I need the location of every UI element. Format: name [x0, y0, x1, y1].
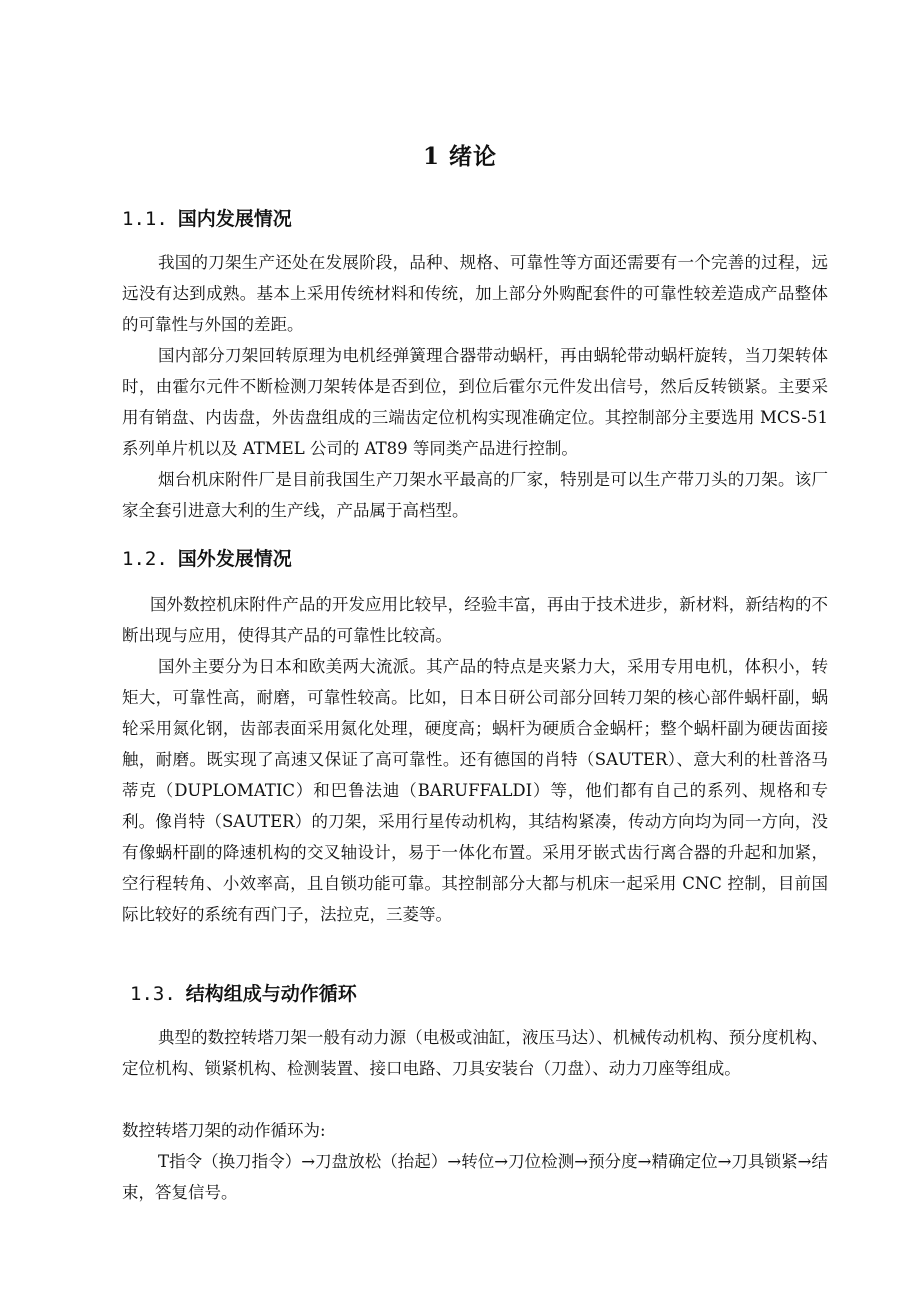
paragraph-foreign-1: 国外数控机床附件产品的开发应用比较早，经验丰富，再由于技术进步，新材料，新结构的不断出现与应用，使得其产品的可靠性比较高。	[122, 595, 828, 645]
section-heading-structure	[130, 979, 357, 1006]
section-heading-foreign	[122, 544, 292, 571]
chapter-title: 1 绪论	[422, 143, 497, 170]
paragraph-domestic-2: 国内部分刀架回转原理为电机经弹簧理合器带动蜗杆，再由蜗轮带动蜗杆旋转，当刀架转体时，由霍尔元件不断检测刀架转体是否到位，到位后霍尔元件发出信号，然后反转锁紧。主要采用有销盘、内齿盘，外齿盘组成的三端齿定位机构实现准确定位。其控制部分主要选用 MCS-51 系列单片机以及 ATMEL 公司的 AT89 等同类产品进行控制。	[122, 346, 828, 458]
paragraph-structure-1: 典型的数控转塔刀架一般有动力源（电极或油缸，液压马达）、机械传动机构、预分度机构、定位机构、锁紧机构、检测装置、接口电路、刀具安装台（刀盘）、动力刀座等组成。	[122, 1028, 828, 1078]
paragraph-structure-3: T指令（换刀指令）→刀盘放松（抬起）→转位→刀位检测→预分度→精确定位→刀具锁紧→结束，答复信号。	[122, 1152, 828, 1202]
section-number: 1.1.	[122, 208, 168, 230]
paragraph-structure-2: 数控转塔刀架的动作循环为:	[122, 1121, 326, 1140]
paragraph-domestic-3: 烟台机床附件厂是目前我国生产刀架水平最高的厂家，特别是可以生产带刀头的刀架。该厂家全套引进意大利的生产线，产品属于高档型。	[122, 470, 828, 520]
section-number: 1.3.	[130, 983, 176, 1005]
section-title: 国外发展情况	[177, 548, 292, 570]
section-title: 国内发展情况	[177, 208, 292, 230]
section-number: 1.2.	[122, 548, 168, 570]
paragraph-domestic-1: 我国的刀架生产还处在发展阶段，品种、规格、可靠性等方面还需要有一个完善的过程，远远没有达到成熟。基本上采用传统材料和传统，加上部分外购配套件的可靠性较差造成产品整体的可靠性与外国的差距。	[122, 253, 828, 334]
section-heading-domestic	[122, 204, 292, 231]
paragraph-foreign-2: 国外主要分为日本和欧美两大流派。其产品的特点是夹紧力大，采用专用电机，体积小，转矩大，可靠性高，耐磨，可靠性较高。比如，日本日研公司部分回转刀架的核心部件蜗杆副，蜗轮采用氮化钢，齿部表面采用氮化处理，硬度高；蜗杆为硬质合金蜗杆；整个蜗杆副为硬齿面接触，耐磨。既实现了高速又保证了高可靠性。还有德国的肖特（SAUTER）、意大利的杜普洛马蒂克（DUPLOMATIC）和巴鲁法迪（BARUFFALDI）等，他们都有自己的系列、规格和专利。像肖特（SAUTER）的刀架，采用行星传动机构，其结构紧凑，传动方向均为同一方向，没有像蜗杆副的降速机构的交叉轴设计，易于一体化布置。采用牙嵌式齿行离合器的升起和加紧，空行程转角、小效率高，且自锁功能可靠。其控制部分大都与机床一起采用 CNC 控制，目前国际比较好的系统有西门子，法拉克，三菱等。	[122, 657, 828, 924]
section-title: 结构组成与动作循环	[185, 983, 357, 1005]
